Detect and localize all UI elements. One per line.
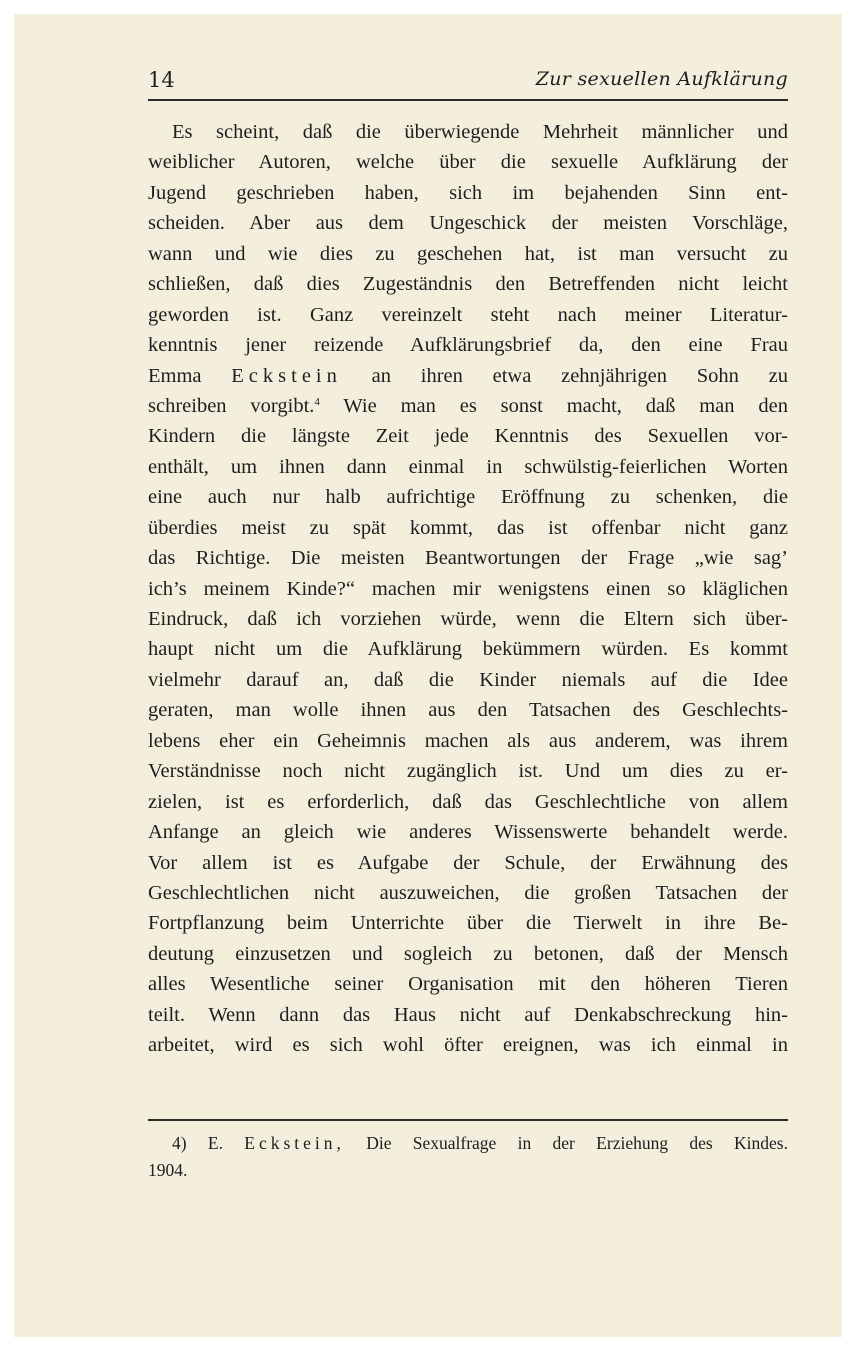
- text-line: [148, 391, 788, 421]
- text-fragment: schreiben vorgibt.: [148, 394, 315, 417]
- text-fragment: an ihren etwa zehnjährigen Sohn zu: [341, 364, 788, 387]
- text-line: scheiden. Aber aus dem Ungeschick der meisten Vorschläge,: [148, 212, 788, 235]
- text-line: überdies meist zu spät kommt, das ist offenbar nicht ganz: [148, 516, 788, 539]
- running-title: Zur sexuellen Aufklärung: [535, 68, 788, 90]
- text-line: lebens eher ein Geheimnis machen als aus anderem, was ihrem: [148, 729, 788, 752]
- text-line: Fortpflanzung beim Unterrichte über die Tierwelt in ihre Be-: [148, 912, 788, 935]
- text-line: arbeitet, wird es sich wohl öfter ereignen, was ich einmal in: [148, 1034, 788, 1057]
- header-rule: [148, 99, 788, 101]
- text-line: schließen, daß dies Zugeständnis den Betreffenden nicht leicht: [148, 273, 788, 296]
- text-fragment: 4) E.: [172, 1133, 245, 1153]
- footnote-line: 1904.: [148, 1160, 188, 1180]
- text-line: Verständnisse noch nicht zugänglich ist. Und um dies zu er-: [148, 760, 788, 783]
- text-line: Eindruck, daß ich vorziehen würde, wenn die Eltern sich über-: [148, 608, 788, 630]
- text-line: geraten, man wolle ihnen aus den Tatsachen des Geschlechts-: [148, 699, 788, 722]
- text-line: Es scheint, daß die überwiegende Mehrheit männlicher und: [172, 121, 788, 143]
- text-line: Vor allem ist es Aufgabe der Schule, der Erwähnung des: [148, 851, 788, 874]
- text-line: deutung einzusetzen und sogleich zu betonen, daß der Mensch: [148, 942, 788, 965]
- text-line: vielmehr darauf an, daß die Kinder niemals auf die Idee: [148, 668, 788, 691]
- text-line: zielen, ist es erforderlich, daß das Geschlechtliche von allem: [148, 790, 788, 813]
- text-line: enthält, um ihnen dann einmal in schwülstig-feierlichen Worten: [148, 455, 788, 478]
- text-line: Jugend geschrieben haben, sich im bejahenden Sinn ent-: [148, 181, 788, 204]
- footnote-line: [148, 1130, 788, 1157]
- text-line: eine auch nur halb aufrichtige Eröffnung zu schenken, die: [148, 486, 788, 509]
- footnote-reference: 4: [314, 395, 320, 408]
- text-line: Geschlechtlichen nicht auszuweichen, die großen Tatsachen der: [148, 881, 788, 904]
- text-line: Anfange an gleich wie anderes Wissenswerte behandelt werde.: [148, 821, 788, 844]
- text-line: das Richtige. Die meisten Beantwortungen der Frage „wie sag’: [148, 547, 788, 570]
- text-line: weiblicher Autoren, welche über die sexuelle Aufklärung der: [148, 151, 788, 174]
- text-line: Kindern die längste Zeit jede Kenntnis des Sexuellen vor-: [148, 425, 788, 448]
- text-line: alles Wesentliche seiner Organisation mit den höheren Tieren: [148, 973, 788, 996]
- text-line: [148, 361, 788, 391]
- page-header: [148, 66, 788, 96]
- footnote-rule: [148, 1119, 788, 1121]
- footnote: [148, 1130, 788, 1184]
- spaced-author-name: Eckstein: [231, 364, 342, 387]
- text-line: wann und wie dies zu geschehen hat, ist man versucht zu: [148, 242, 788, 265]
- text-line: ich’s meinem Kinde?“ machen mir wenigstens einen so kläglichen: [148, 577, 788, 600]
- text-line: kenntnis jener reizende Aufklärungsbrief da, den eine Frau: [148, 334, 788, 357]
- spaced-author-name: Eckstein,: [244, 1133, 345, 1153]
- text-fragment: Emma: [148, 364, 232, 387]
- page-number: 14: [148, 68, 175, 92]
- text-line: haupt nicht um die Aufklärung bekümmern würden. Es kommt: [148, 638, 788, 661]
- body-text: [148, 117, 788, 1061]
- text-fragment: Die Sexualfrage in der Erziehung des Kindes.: [344, 1133, 788, 1153]
- text-fragment: Wie man es sonst macht, daß man den: [319, 394, 788, 417]
- text-line: geworden ist. Ganz vereinzelt steht nach meiner Literatur-: [148, 303, 788, 326]
- text-line: teilt. Wenn dann das Haus nicht auf Denkabschreckung hin-: [148, 1003, 788, 1026]
